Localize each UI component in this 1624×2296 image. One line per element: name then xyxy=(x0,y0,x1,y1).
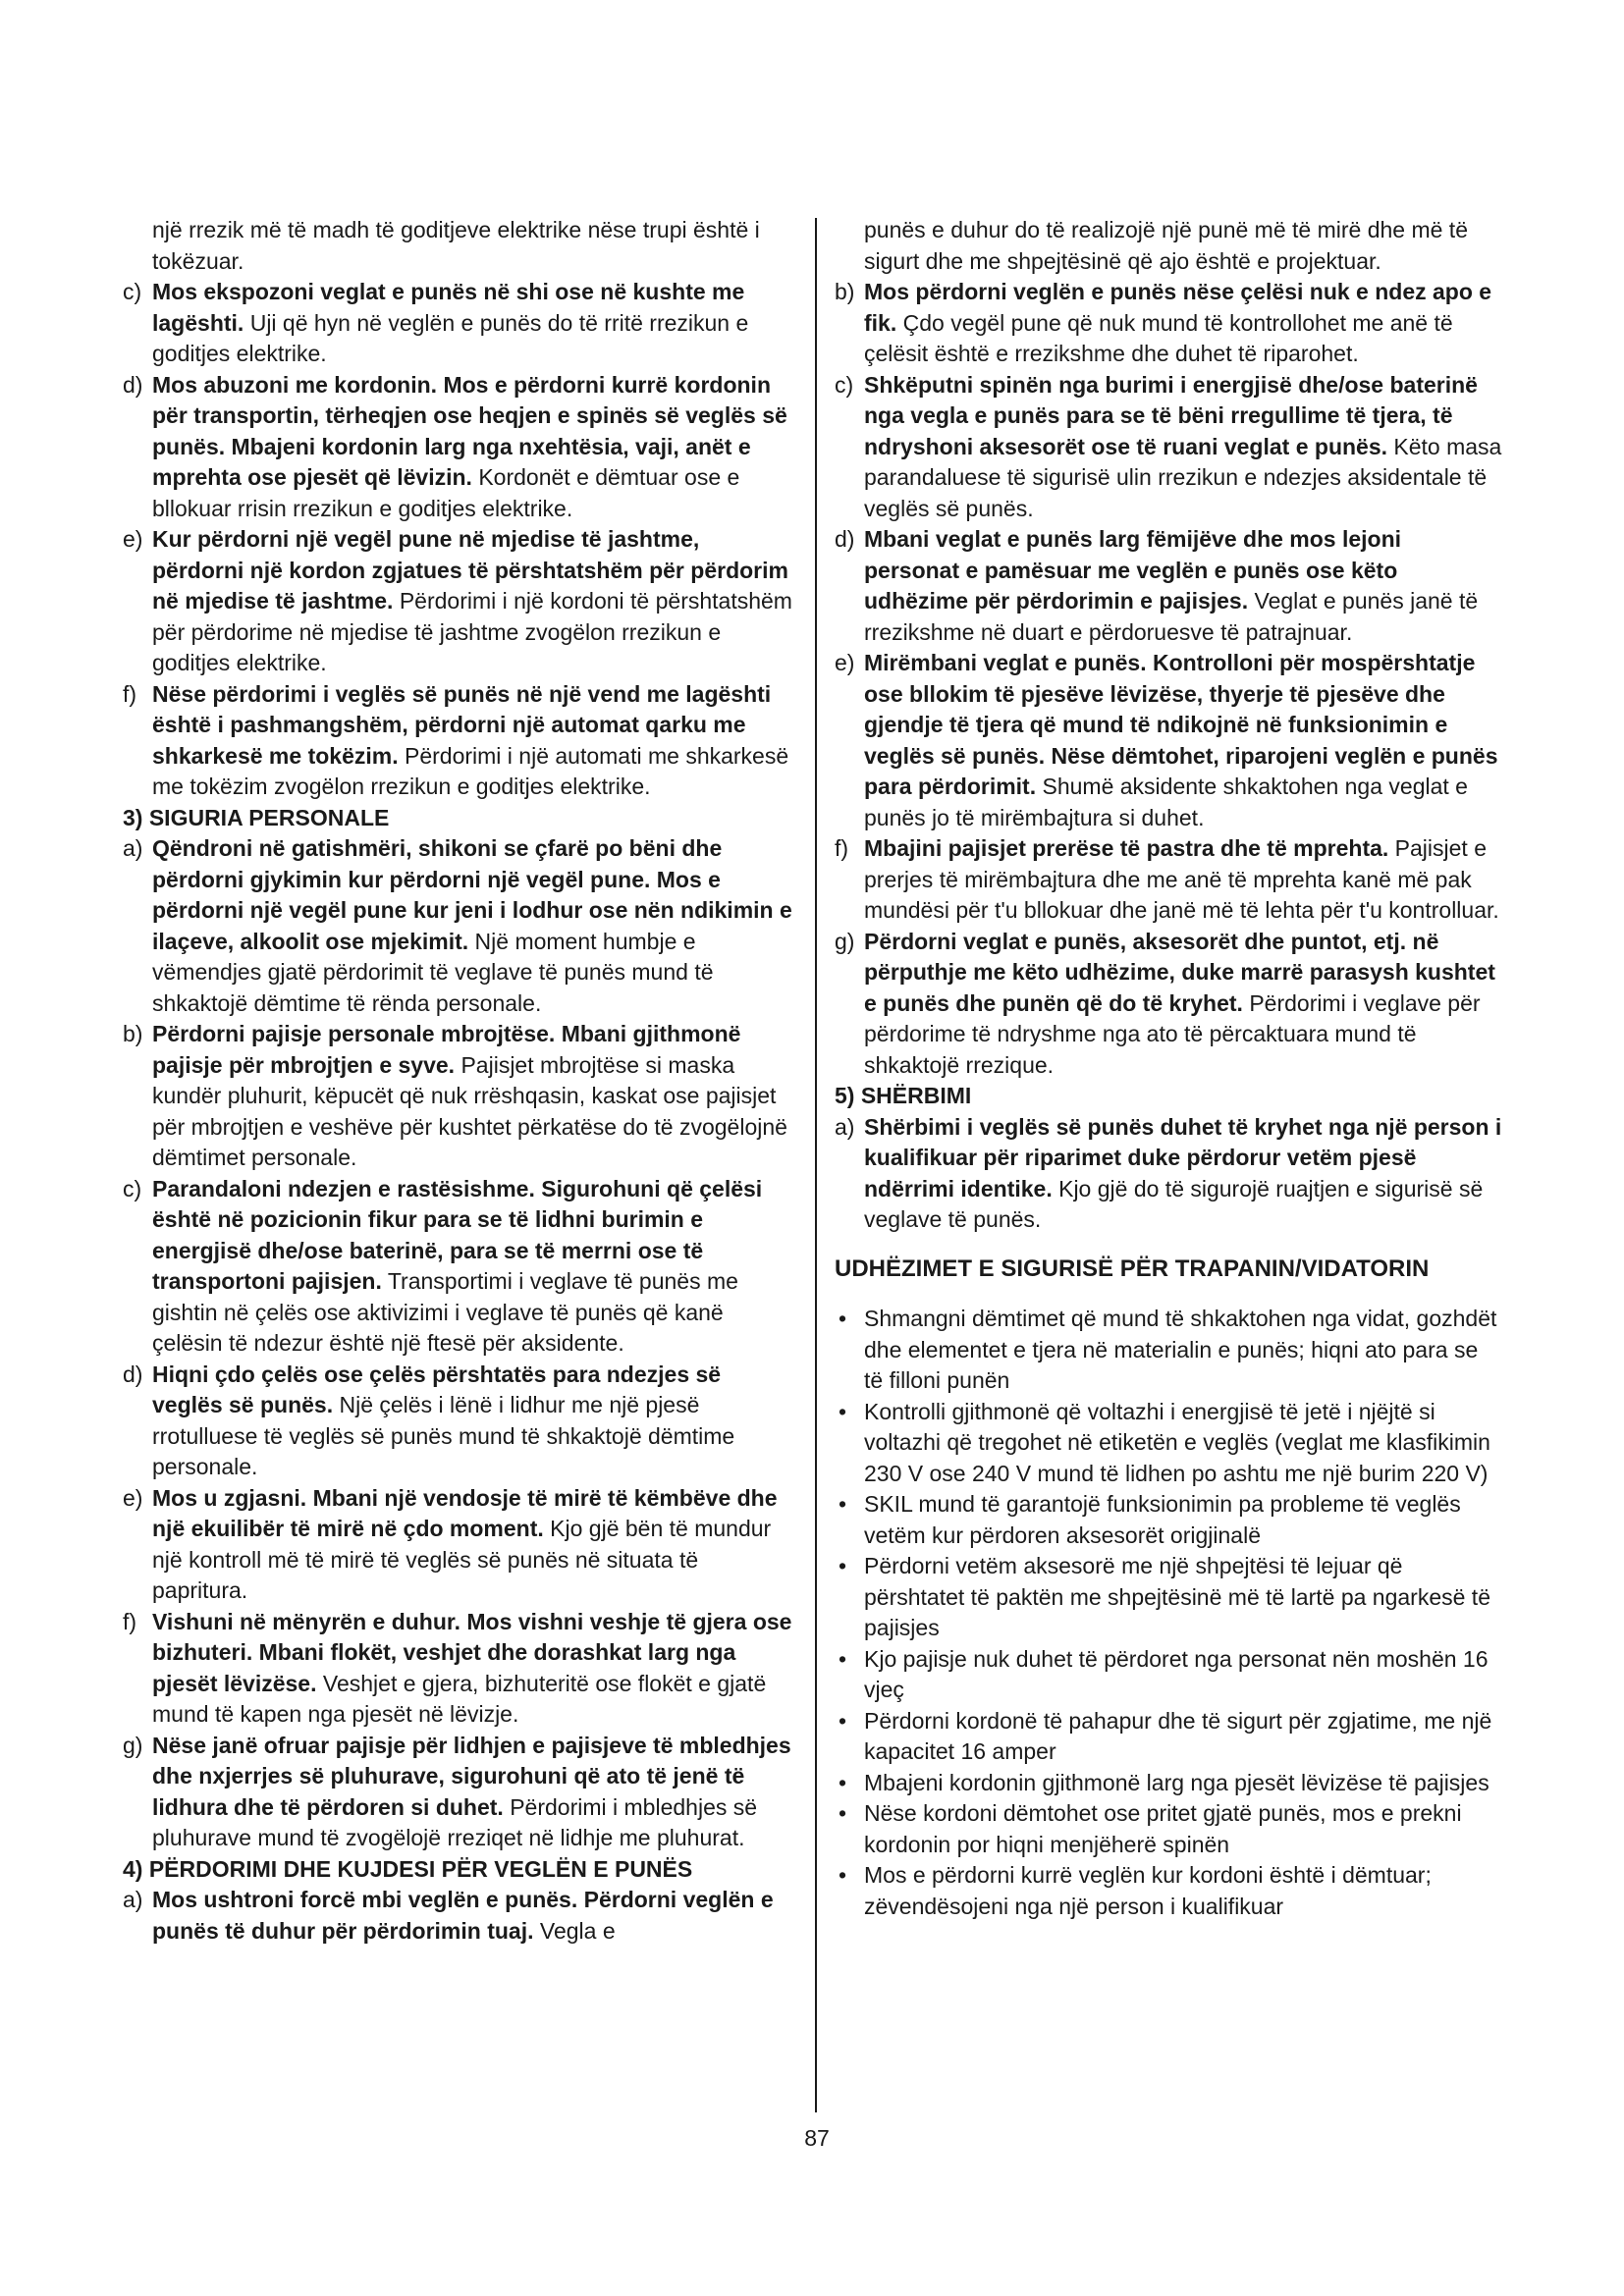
list-item: a) Qëndroni në gatishmëri, shikoni se çfarë po bëni dhe përdorni gjykimin kur përdorni një vegël pune. Mos e përdorni një vegël pune kur jeni i lodhur ose nën ndikimin e ilaçeve, alkoolit ose mjekimit. Një moment humbje e vëmendjes gjatë përdorimit të veglave të punës mund të shkaktojë dëmtime të rënda personale. xyxy=(123,835,792,1016)
intro-text: një rrezik më të madh të goditjeve elektrike nëse trupi është i tokëzuar. xyxy=(152,217,760,274)
bullet-icon: • xyxy=(839,1491,847,1517)
list-item: a) Shërbimi i veglës së punës duhet të kryhet nga një person i kualifikuar për riparimet duke përdorur vetëm pjesë ndërrimi identike. Kjo gjë do të sigurojë ruajtjen e sigurisë së veglave të punës. xyxy=(835,1113,1502,1232)
bullet-item: • Përdorni vetëm aksesorë me një shpejtësi të lejuar që përshtatet të paktën me shpejtësinë më të lartë pa ngarkesë të pajisjes xyxy=(839,1553,1490,1640)
column-divider xyxy=(815,218,817,2112)
list-item: e) Mirëmbani veglat e punës. Kontrolloni për mospërshtatje ose bllokim të pjesëve lëvizëse, thyerje të pjesëve dhe gjendje të tjera që mund të ndikojnë në funksionimin e veglës së punës. Nëse dëmtohet, riparojeni veglën e punës para përdorimit. Shumë aksidente shkaktohen nga veglat e punës jo të mirëmbajtura si duhet. xyxy=(835,650,1498,830)
list-item: c) Mos ekspozoni veglat e punës në shi ose në kushte me lagështi. Uji që hyn në veglën e punës do të rritë rrezikun e goditjes elektrike. xyxy=(123,279,749,366)
list-item: b) Mos përdorni veglën e punës nëse çelësi nuk e ndez apo e fik. Çdo vegël pune që nuk mund të kontrollohet me anë të çelësit është e rrezikshme dhe duhet të riparohet. xyxy=(835,279,1492,366)
list-item: c) Shkëputni spinën nga burimi i energjisë dhe/ose baterinë nga vegla e punës para se të bëni rregullime të tjera, të ndryshoni aksesorët ose të ruani veglat e punës. Këto masa parandaluese të sigurisë ulin rrezikun e ndezjes aksidentale të veglës së punës. xyxy=(835,371,1502,521)
list-item: b) Përdorni pajisje personale mbrojtëse. Mbani gjithmonë pajisje për mbrojtjen e syve. Pajisjet mbrojtëse si maska kundër pluhurit, këpucët që nuk rrëshqasin, kaskat ose pajisjet për mbrojtjen e veshëve për kushtet përkatëse do të zvogëlojnë dëmtimet personale. xyxy=(123,1021,787,1170)
bullet-icon: • xyxy=(839,1398,847,1424)
bullet-item: • Shmangni dëmtimet që mund të shkaktohen nga vidat, gozhdët dhe elementet e tjera në materialin e punës; hiqni ato para se të filloni punën xyxy=(839,1306,1497,1393)
drill-safety-heading: UDHËZIMET E SIGURISË PËR TRAPANIN/VIDATORIN xyxy=(835,1255,1430,1282)
continued-paragraph: punës e duhur do të realizojë një punë më të mirë dhe më të sigurt dhe me shpejtësinë që ajo është e projektuar. xyxy=(864,217,1468,274)
list-item: d) Hiqni çdo çelës ose çelës përshtatës para ndezjes së veglës së punës. Një çelës i lënë i lidhur me një pjesë rrotulluese të veglës së punës mund të shkaktojë dëmtime personale. xyxy=(123,1361,735,1479)
bullet-icon: • xyxy=(839,1862,847,1888)
bullet-icon: • xyxy=(839,1769,847,1795)
bullet-item: • Mbajeni kordonin gjithmonë larg nga pjesët lëvizëse të pajisjes xyxy=(835,1768,1502,1799)
list-item: f) Vishuni në mënyrën e duhur. Mos vishni veshje të gjera ose bizhuteri. Mbani flokët, veshjet dhe dorashkat larg nga pjesët lëvizëse. Veshjet e gjera, bizhuteritë ose flokët e gjatë mund të kapen nga pjesët në lëvizje. xyxy=(123,1608,792,1727)
section-heading-personal-safety: 3) SIGURIA PERSONALE xyxy=(123,804,390,830)
bullet-item: • Nëse kordoni dëmtohet ose pritet gjatë punës, mos e prekni kordonin por hiqni menjëherë spinën xyxy=(839,1800,1462,1857)
list-item: f) Nëse përdorimi i veglës së punës në një vend me lagështi është i pashmangshëm, përdorni një automat qarku me shkarkesë me tokëzim. Përdorimi i një automati me shkarkesë me tokëzim zvogëlon rrezikun e goditjes elektrike. xyxy=(123,680,789,799)
list-item: d) Mbani veglat e punës larg fëmijëve dhe mos lejoni personat e pamësuar me veglën e punës ose këto udhëzime për përdorimin e pajisjes. Veglat e punës janë të rrezikshme në duart e përdoruesve të patrajnuar. xyxy=(835,526,1479,645)
left-column xyxy=(123,215,796,1947)
list-item: g) Përdorni veglat e punës, aksesorët dhe puntot, etj. në përputhje me këto udhëzime, duke marrë parasysh kushtet e punës dhe punën që do të kryhet. Përdorimi i veglave për përdorime të ndryshme nga ato të përcaktuara mund të shkaktojë rrezique. xyxy=(835,928,1495,1078)
list-item: c) Parandaloni ndezjen e rastësishme. Sigurohuni që çelësi është në pozicionin fikur para se të lidhni burimin e energjisë dhe/ose baterinë, para se të merrni ose të transportoni pajisjen. Transportimi i veglave të punës me gishtin në çelës ose aktivizimi i veglave të punës që kanë çelësin të ndezur është një ftesë për aksidente. xyxy=(123,1175,763,1356)
list-item: f) Mbajini pajisjet prerëse të pastra dhe të mprehta. Pajisjet e prerjes të mirëmbajtura dhe me anë të mprehta kanë më pak mundësi për t'u bllokuar dhe janë më të lehta për t'u kontrolluar. xyxy=(835,835,1499,923)
list-item: a) Mos ushtroni forcë mbi veglën e punës. Përdorni veglën e punës të duhur për përdorimin tuaj. Vegla e xyxy=(123,1887,774,1944)
list-item: g) Nëse janë ofruar pajisje për lidhjen e pajisjeve të mbledhjes dhe nxjerrjes së pluhurave, sigurohuni që ato të jenë të lidhura dhe të përdoren si duhet. Përdorimi i mbledhjes së pluhurave mund të zvogëlojë rreziqet në lidhje me pluhurat. xyxy=(123,1732,791,1850)
bullet-item: • SKIL mund të garantojë funksionimin pa probleme të veglës vetëm kur përdoren aksesorët origjinalë xyxy=(839,1491,1461,1548)
bullet-icon: • xyxy=(839,1645,847,1672)
bullet-item: • Mos e përdorni kurrë veglën kur kordoni është i dëmtuar; zëvendësojeni nga një person i kualifikuar xyxy=(839,1862,1432,1919)
intro-continuation xyxy=(123,215,796,277)
right-column xyxy=(835,215,1502,1922)
bullet-icon: • xyxy=(839,1707,847,1734)
list-item: e) Kur përdorni një vegël pune në mjedise të jashtme, përdorni një kordon zgjatues të përshtatshëm për përdorim në mjedise të jashtme. Përdorimi i një kordoni të përshtatshëm për përdorime në mjedise të jashtme zvogëlon rrezikun e goditjes elektrike. xyxy=(123,526,792,675)
list-item: d) Mos abuzoni me kordonin. Mos e përdorni kurrë kordonin për transportin, tërheqjen ose heqjen e spinës së veglës së punës. Mbajeni kordonin larg nga nxehtësia, vaji, anët e mprehta ose pjesët që lëvizin. Kordonët e dëmtuar ose e bllokuar rrisin rrezikun e goditjes elektrike. xyxy=(123,371,787,521)
bullet-item: • Kontrolli gjithmonë që voltazhi i energjisë të jetë i njëjtë si voltazhi që tregohet në etiketën e veglës (veglat me klasfikimin 230 V ose 240 V mund të lidhen po ashtu me një burim 220 V) xyxy=(839,1398,1490,1486)
bullet-icon: • xyxy=(839,1800,847,1826)
bullet-icon: • xyxy=(839,1553,847,1578)
page-number: 87 xyxy=(804,2125,830,2151)
list-item: e) Mos u zgjasni. Mbani një vendosje të mirë të këmbëve dhe një ekuilibër të mirë në çdo moment. Kjo gjë bën të mundur një kontroll më të mirë të veglës së punës në situata të papritura. xyxy=(123,1484,778,1603)
bullet-item: • Kjo pajisje nuk duhet të përdoret nga personat nën moshën 16 vjeç xyxy=(839,1645,1489,1702)
section-heading-tool-use-care: 4) PËRDORIMI DHE KUJDESI PËR VEGLËN E PUNËS xyxy=(123,1855,693,1882)
bullet-icon: • xyxy=(839,1306,847,1331)
section-heading-service: 5) SHËRBIMI xyxy=(835,1083,972,1108)
bullet-item: • Përdorni kordonë të pahapur dhe të sigurt për zgjatime, me një kapacitet 16 amper xyxy=(839,1707,1492,1764)
